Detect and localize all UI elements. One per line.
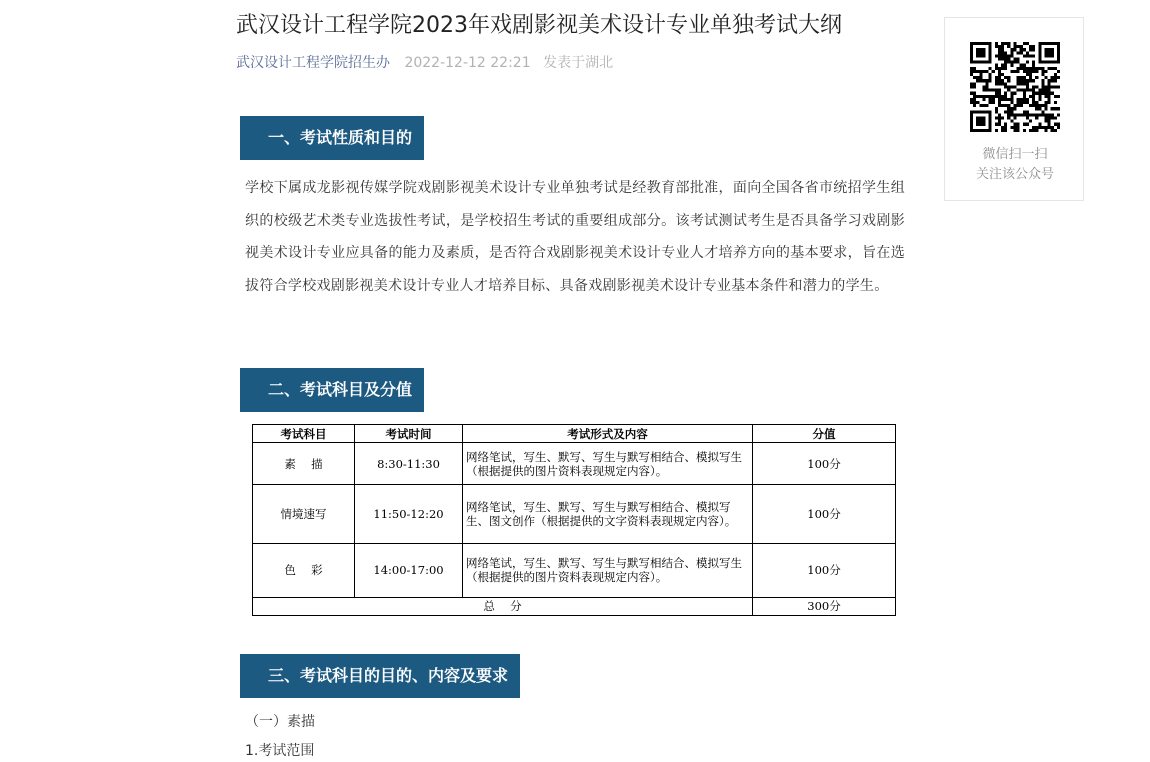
table-header-cell: 分值 [753, 425, 896, 443]
table-row [253, 443, 896, 485]
total-label-cell: 总 分 [253, 597, 753, 615]
exam-table [252, 424, 896, 616]
subject-cell: 素 描 [253, 443, 355, 485]
time-cell: 11:50-12:20 [355, 485, 463, 543]
score-cell: 100分 [753, 543, 896, 597]
intro-paragraph: 学校下属成龙影视传媒学院戏剧影视美术设计专业单独考试是经教育部批准，面向全国各省市统招学生组织的校级艺术类专业选拔性考试，是学校招生考试的重要组成部分。该考试测试考生是否具备学习戏剧影视美术设计专业应具备的能力及素质，是否符合戏剧影视美术设计专业人才培养方向的基本要求，旨在选拔符合学校戏剧影视美术设计专业人才培养目标、具备戏剧影视美术设计专业基本条件和潜力的学生。 [245, 180, 905, 294]
table-total-row [253, 597, 896, 615]
content-cell: 网络笔试，写生、默写、写生与默写相结合、模拟写生（根据提供的图片资料表现规定内容）。 [463, 543, 753, 597]
section-heading-2: 二、考试科目及分值 [240, 368, 424, 412]
article-title: 武汉设计工程学院2023年戏剧影视美术设计专业单独考试大纲 [236, 13, 842, 38]
table-row [253, 543, 896, 597]
table-row [253, 485, 896, 543]
time-cell: 14:00-17:00 [355, 543, 463, 597]
publish-date: 2022-12-12 22:21 [404, 55, 531, 71]
table-header-cell: 考试科目 [253, 425, 355, 443]
qr-panel [944, 17, 1084, 201]
score-cell: 100分 [753, 485, 896, 543]
qr-code-icon[interactable] [970, 42, 1060, 132]
publish-location: 发表于湖北 [543, 55, 614, 71]
time-cell: 8:30-11:30 [355, 443, 463, 485]
table-header-cell: 考试时间 [355, 425, 463, 443]
subject-cell: 情境速写 [253, 485, 355, 543]
content-cell: 网络笔试，写生、默写、写生与默写相结合、模拟写生（根据提供的图片资料表现规定内容）。 [463, 443, 753, 485]
article-meta [236, 53, 613, 73]
sub-heading-sketch: （一）素描 [245, 714, 315, 730]
account-link[interactable]: 武汉设计工程学院招生办 [236, 55, 390, 71]
qr-caption-follow: 关注该公众号 [975, 167, 1054, 182]
total-score-cell: 300分 [753, 597, 896, 615]
score-cell: 100分 [753, 443, 896, 485]
table-header-row [253, 425, 896, 443]
section-heading-1: 一、考试性质和目的 [240, 116, 424, 160]
qr-caption-scan: 微信扫一扫 [982, 147, 1048, 162]
content-cell: 网络笔试，写生、默写、写生与默写相结合、模拟写生、图文创作（根据提供的文字资料表现规定内容）。 [463, 485, 753, 543]
subject-cell: 色 彩 [253, 543, 355, 597]
section-heading-3: 三、考试科目的目的、内容及要求 [240, 654, 520, 698]
table-header-cell: 考试形式及内容 [463, 425, 753, 443]
sub-item-exam-scope: 1.考试范围 [245, 743, 315, 759]
